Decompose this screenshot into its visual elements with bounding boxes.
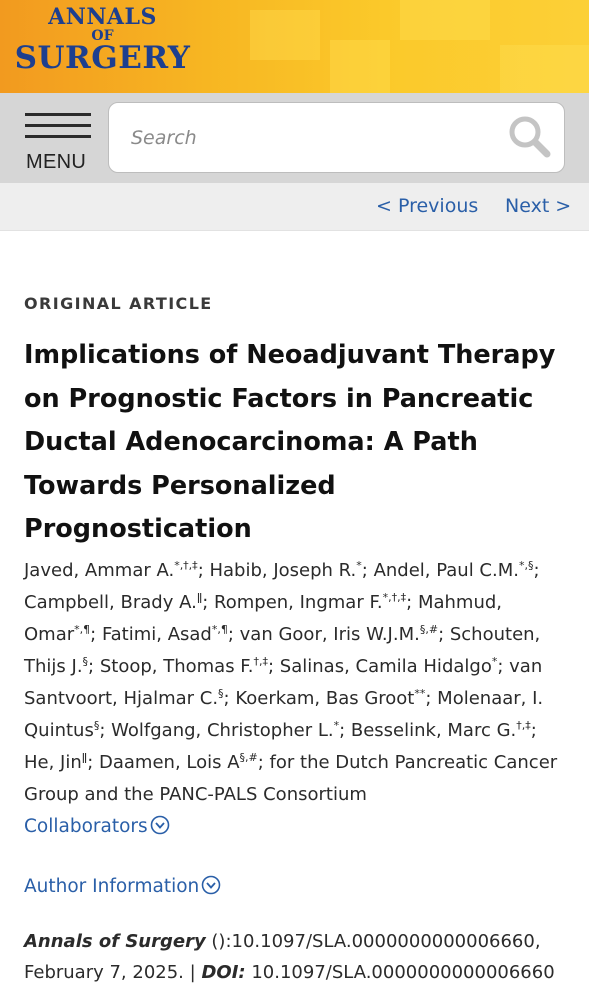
- author-affiliation-marker: §: [82, 654, 89, 668]
- author-affiliation-marker: †,‡: [253, 654, 268, 668]
- collaborators-toggle[interactable]: [24, 815, 170, 837]
- hamburger-line: [25, 124, 91, 127]
- author-name[interactable]: Besselink, Marc G.: [350, 719, 517, 741]
- author-affiliation-marker: §,#: [419, 622, 439, 636]
- author-name[interactable]: Koerkam, Bas Groot: [235, 687, 415, 709]
- author-name[interactable]: Javed, Ammar A.: [24, 559, 175, 581]
- issue-doi: ():10.1097/SLA.0000000000006660,: [205, 931, 541, 952]
- search-input[interactable]: [131, 119, 501, 157]
- journal-banner: [0, 0, 589, 93]
- author-affiliation-marker: *: [491, 654, 498, 668]
- chevron-down-icon: [201, 875, 221, 895]
- logo-line-3: SURGERY: [14, 40, 191, 76]
- author-affiliation-marker: *,†,‡: [382, 590, 407, 604]
- author-name[interactable]: Wolfgang, Christopher L.: [111, 719, 334, 741]
- article-header: [24, 294, 569, 811]
- collaborators-label: Collaborators: [24, 816, 148, 837]
- author-affiliation-marker: *,†,‡: [174, 558, 198, 572]
- hamburger-line: [25, 135, 91, 138]
- author-affiliation-marker: *,¶: [74, 622, 91, 636]
- previous-link[interactable]: < Previous: [376, 195, 479, 217]
- author-list: Javed, Ammar A.*,†,‡; Habib, Joseph R.*; Andel, Paul C.M.*,§; Campbell, Brady A.$^ǁ$; Rompen, Ingmar F.*,†,‡; Mahmud, Omar*,¶; Fatimi, Asad*,¶; van Goor, Iris W.J.M.§,#; Schouten, Thijs J.§; Stoop, Thomas F.†,‡; Salinas, Camila Hidalgo*; van Santvoort, Hjalmar C.§; Koerkam, Bas Groot**; Molenaar, I. Quintus§; Wolfgang, Christopher L.*; Besselink, Marc G.†,‡; He, Jin$^ǁ$; Daamen, Lois A§,#; for the Dutch Pancreatic Cancer Group and the PANC-PALS Consortium: [24, 558, 558, 805]
- author-name[interactable]: Schouten, Thijs J.: [24, 623, 541, 677]
- author-affiliation-marker: ǁ: [81, 750, 88, 764]
- logo-line-2: OF: [91, 28, 114, 44]
- citation-separator: |: [189, 962, 196, 983]
- search-icon[interactable]: [506, 113, 552, 159]
- doi-value[interactable]: 10.1097/SLA.0000000000006660: [251, 962, 555, 983]
- author-name[interactable]: Andel, Paul C.M.: [373, 559, 519, 581]
- author-name[interactable]: van Santvoort, Hjalmar C.: [24, 655, 543, 709]
- author-affiliation-marker: §: [93, 718, 100, 732]
- citation: [24, 926, 584, 988]
- search-box: [108, 102, 565, 173]
- author-name[interactable]: Fatimi, Asad: [101, 623, 212, 645]
- menu-label: MENU: [26, 151, 87, 173]
- author-affiliation-marker: *: [333, 718, 340, 732]
- author-name[interactable]: Habib, Joseph R.: [209, 559, 357, 581]
- author-affiliation-marker: †,‡: [516, 718, 531, 732]
- navigation-bar: [0, 93, 589, 183]
- logo-line-1: ANNALS: [48, 4, 157, 30]
- journal-logo[interactable]: [10, 6, 195, 74]
- author-name[interactable]: Rompen, Ingmar F.: [214, 591, 383, 613]
- author-affiliation-marker: *,¶: [211, 622, 228, 636]
- article-pager: [0, 183, 589, 231]
- author-name[interactable]: van Goor, Iris W.J.M.: [239, 623, 420, 645]
- author-affiliation-marker: §,#: [239, 750, 258, 764]
- article-title: Implications of Neoadjuvant Therapy on Prognostic Factors in Pancreatic Ductal Adenocarcinoma: A Path Towards Personalized Prognostication: [24, 340, 556, 544]
- next-link[interactable]: Next >: [505, 195, 572, 217]
- hamburger-line: [25, 113, 91, 116]
- author-name[interactable]: Salinas, Camila Hidalgo: [279, 655, 492, 677]
- author-affiliation-marker: ǁ: [196, 590, 203, 604]
- journal-name: Annals of Surgery: [24, 931, 206, 952]
- author-information-label: Author Information: [24, 876, 200, 897]
- author-name[interactable]: Daamen, Lois A: [99, 751, 240, 773]
- doi-label: DOI:: [201, 962, 246, 983]
- author-information-toggle[interactable]: [24, 875, 221, 897]
- menu-button[interactable]: [22, 105, 96, 171]
- author-name[interactable]: He, Jin: [24, 751, 82, 773]
- author-affiliation-marker: *: [356, 558, 362, 572]
- author-name[interactable]: Campbell, Brady A.: [24, 591, 197, 613]
- author-name[interactable]: Mahmud, Omar: [24, 591, 502, 645]
- author-affiliation-marker: §: [218, 686, 224, 700]
- banner-decoration: [250, 10, 320, 60]
- banner-decoration: [500, 45, 589, 93]
- author-name[interactable]: Stoop, Thomas F.: [99, 655, 254, 677]
- article-type: ORIGINAL ARTICLE: [24, 294, 213, 313]
- author-affiliation-marker: **: [414, 686, 426, 700]
- author-name[interactable]: Molenaar, I. Quintus: [24, 687, 544, 741]
- author-group: for the Dutch Pancreatic Cancer Group and the PANC-PALS Consortium: [24, 751, 558, 805]
- banner-decoration: [400, 0, 490, 40]
- banner-decoration: [330, 40, 390, 93]
- publication-date: February 7, 2025.: [24, 962, 184, 983]
- author-affiliation-marker: *,§: [518, 558, 534, 572]
- chevron-down-icon: [150, 815, 170, 835]
